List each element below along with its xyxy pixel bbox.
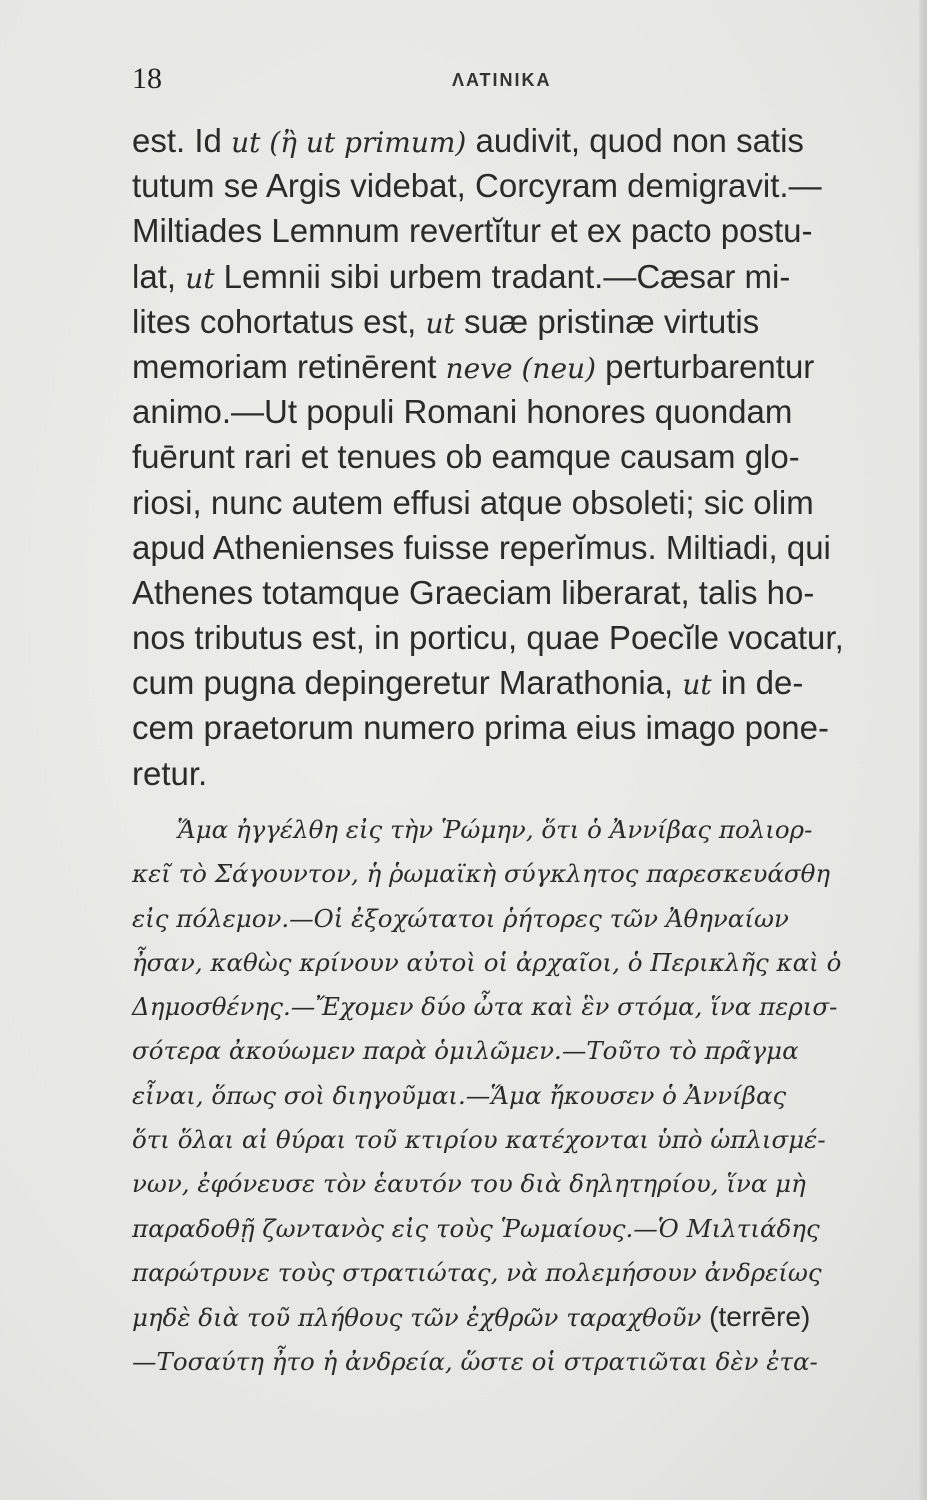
greek-line-1 bbox=[132, 808, 927, 852]
text-run: Athenes totamque Graeciam liberarat, talis ho- bbox=[132, 573, 815, 611]
page-number: 18 bbox=[132, 62, 162, 95]
text-run: suæ pristinæ virtutis bbox=[454, 302, 760, 340]
roman-run: (terrēre) bbox=[709, 1301, 811, 1333]
latin-line-4 bbox=[132, 254, 922, 299]
italic-run: ut bbox=[682, 668, 712, 702]
latin-line-10 bbox=[132, 525, 922, 570]
italic-run: ut (ἢ ut primum) bbox=[231, 126, 467, 159]
text-run: παρώτρυνε τοὺς στρατιώτας, νὰ πολεμήσουν ἀνδρείως bbox=[132, 1257, 822, 1287]
latin-line-2 bbox=[132, 163, 922, 208]
latin-line-14 bbox=[132, 705, 922, 750]
text-run: Miltiades Lemnum revertĭtur et ex pacto postu- bbox=[132, 212, 813, 250]
latin-line-9 bbox=[132, 480, 922, 525]
latin-line-13 bbox=[132, 660, 922, 705]
text-run: ἦσαν, καθὼς κρίνουν αὐτοὶ οἱ ἀρχαῖοι, ὁ Περικλῆς καὶ ὁ bbox=[132, 947, 842, 977]
greek-line-8 bbox=[132, 1118, 927, 1162]
text-run: Δημοσθένης.—Ἔχομεν δύο ὦτα καὶ ἓν στόμα, ἵνα περισ- bbox=[132, 992, 838, 1022]
text-run: animo.—Ut populi Romani honores quondam bbox=[132, 393, 793, 431]
italic-run: ut bbox=[425, 306, 455, 340]
text-run: εἶναι, ὅπως σοὶ διηγοῦμαι.—Ἅμα ἤκουσεν ὁ Ἀννίβας bbox=[132, 1080, 787, 1110]
text-run: lites cohortatus est, bbox=[132, 302, 426, 340]
latin-text-block bbox=[132, 118, 922, 796]
text-run: μηδὲ διὰ τοῦ πλήθους τῶν ἐχθρῶν ταραχθοῦν bbox=[132, 1303, 710, 1333]
text-run: ὅτι ὅλαι αἱ θύραι τοῦ κτιρίου κατέχονται ὑπὸ ὡπλισμέ- bbox=[132, 1125, 826, 1155]
greek-line-10 bbox=[132, 1207, 927, 1251]
latin-line-5 bbox=[132, 299, 922, 344]
text-run: Ἅμα ἠγγέλθη εἰς τὴν Ῥώμην, ὅτι ὁ Ἀννίβας πολιορ- bbox=[177, 815, 813, 844]
running-head: ΛΑΤΙΝΙΚΑ bbox=[452, 70, 552, 90]
text-run: cem praetorum numero prima eius imago pone- bbox=[132, 709, 829, 747]
text-run: est. Id bbox=[132, 122, 232, 159]
latin-line-3 bbox=[132, 208, 922, 253]
greek-line-7 bbox=[132, 1074, 927, 1118]
greek-line-6 bbox=[132, 1029, 927, 1073]
text-run: εἰς πόλεμον.—Οἱ ἐξοχώτατοι ῥήτορες τῶν Ἀθηναίων bbox=[132, 903, 789, 933]
greek-line-13 bbox=[132, 1340, 927, 1384]
text-run: σότερα ἀκούωμεν παρὰ ὁμιλῶμεν.—Τοῦτο τὸ πρᾶγμα bbox=[132, 1036, 799, 1066]
latin-line-8 bbox=[132, 434, 922, 479]
latin-line-11 bbox=[132, 570, 922, 615]
text-run: lat, bbox=[132, 257, 186, 295]
text-run: παραδοθῇ ζωντανὸς εἰς τοὺς Ῥωμαίους.—Ὁ Μιλτιάδης bbox=[132, 1213, 820, 1243]
greek-line-12 bbox=[132, 1295, 927, 1339]
text-run: memoriam retinērent bbox=[132, 347, 446, 385]
italic-run: neve (neu) bbox=[445, 351, 596, 385]
text-run: κεῖ τὸ Σάγουντον, ἡ ῥωμαϊκὴ σύγκλητος παρεσκευάσθη bbox=[132, 859, 831, 889]
italic-run: ut bbox=[185, 261, 215, 295]
greek-line-4 bbox=[132, 941, 927, 985]
text-run: nos tributus est, in porticu, quae Poecĭle vocatur, bbox=[132, 619, 844, 657]
text-run: νων, ἐφόνευσε τὸν ἑαυτόν του διὰ δηλητηρίου, ἵνα μὴ bbox=[132, 1169, 806, 1199]
page-header bbox=[132, 62, 882, 102]
text-run: audivit, quod non satis bbox=[466, 122, 804, 159]
latin-line-7 bbox=[132, 389, 922, 434]
greek-line-9 bbox=[132, 1162, 927, 1206]
text-run: Lemnii sibi urbem tradant.—Cæsar mi- bbox=[214, 257, 791, 295]
text-run: apud Athenienses fuisse reperĭmus. Miltiadi, qui bbox=[132, 528, 831, 566]
latin-line-12 bbox=[132, 615, 922, 660]
greek-exercise-block bbox=[132, 808, 927, 1384]
greek-line-5 bbox=[132, 985, 927, 1029]
text-run: perturbarentur bbox=[596, 347, 815, 385]
text-run: retur. bbox=[132, 754, 208, 792]
text-run: fuērunt rari et tenues ob eamque causam glo- bbox=[132, 438, 800, 476]
latin-line-6 bbox=[132, 344, 922, 389]
text-run: cum pugna depingeretur Marathonia, bbox=[132, 664, 683, 702]
text-run: riosi, nunc autem effusi atque obsoleti; sic olim bbox=[132, 483, 814, 521]
text-run: in de- bbox=[711, 664, 804, 702]
latin-line-15 bbox=[132, 751, 922, 796]
greek-line-2 bbox=[132, 852, 927, 896]
greek-line-11 bbox=[132, 1251, 927, 1295]
text-run: tutum se Argis videbat, Corcyram demigravit.— bbox=[132, 167, 822, 205]
greek-line-3 bbox=[132, 897, 927, 941]
text-run: —Τοσαύτη ἦτο ἡ ἀνδρεία, ὥστε οἱ στρατιῶται δὲν ἐτα- bbox=[132, 1346, 818, 1376]
latin-line-1 bbox=[132, 118, 922, 163]
